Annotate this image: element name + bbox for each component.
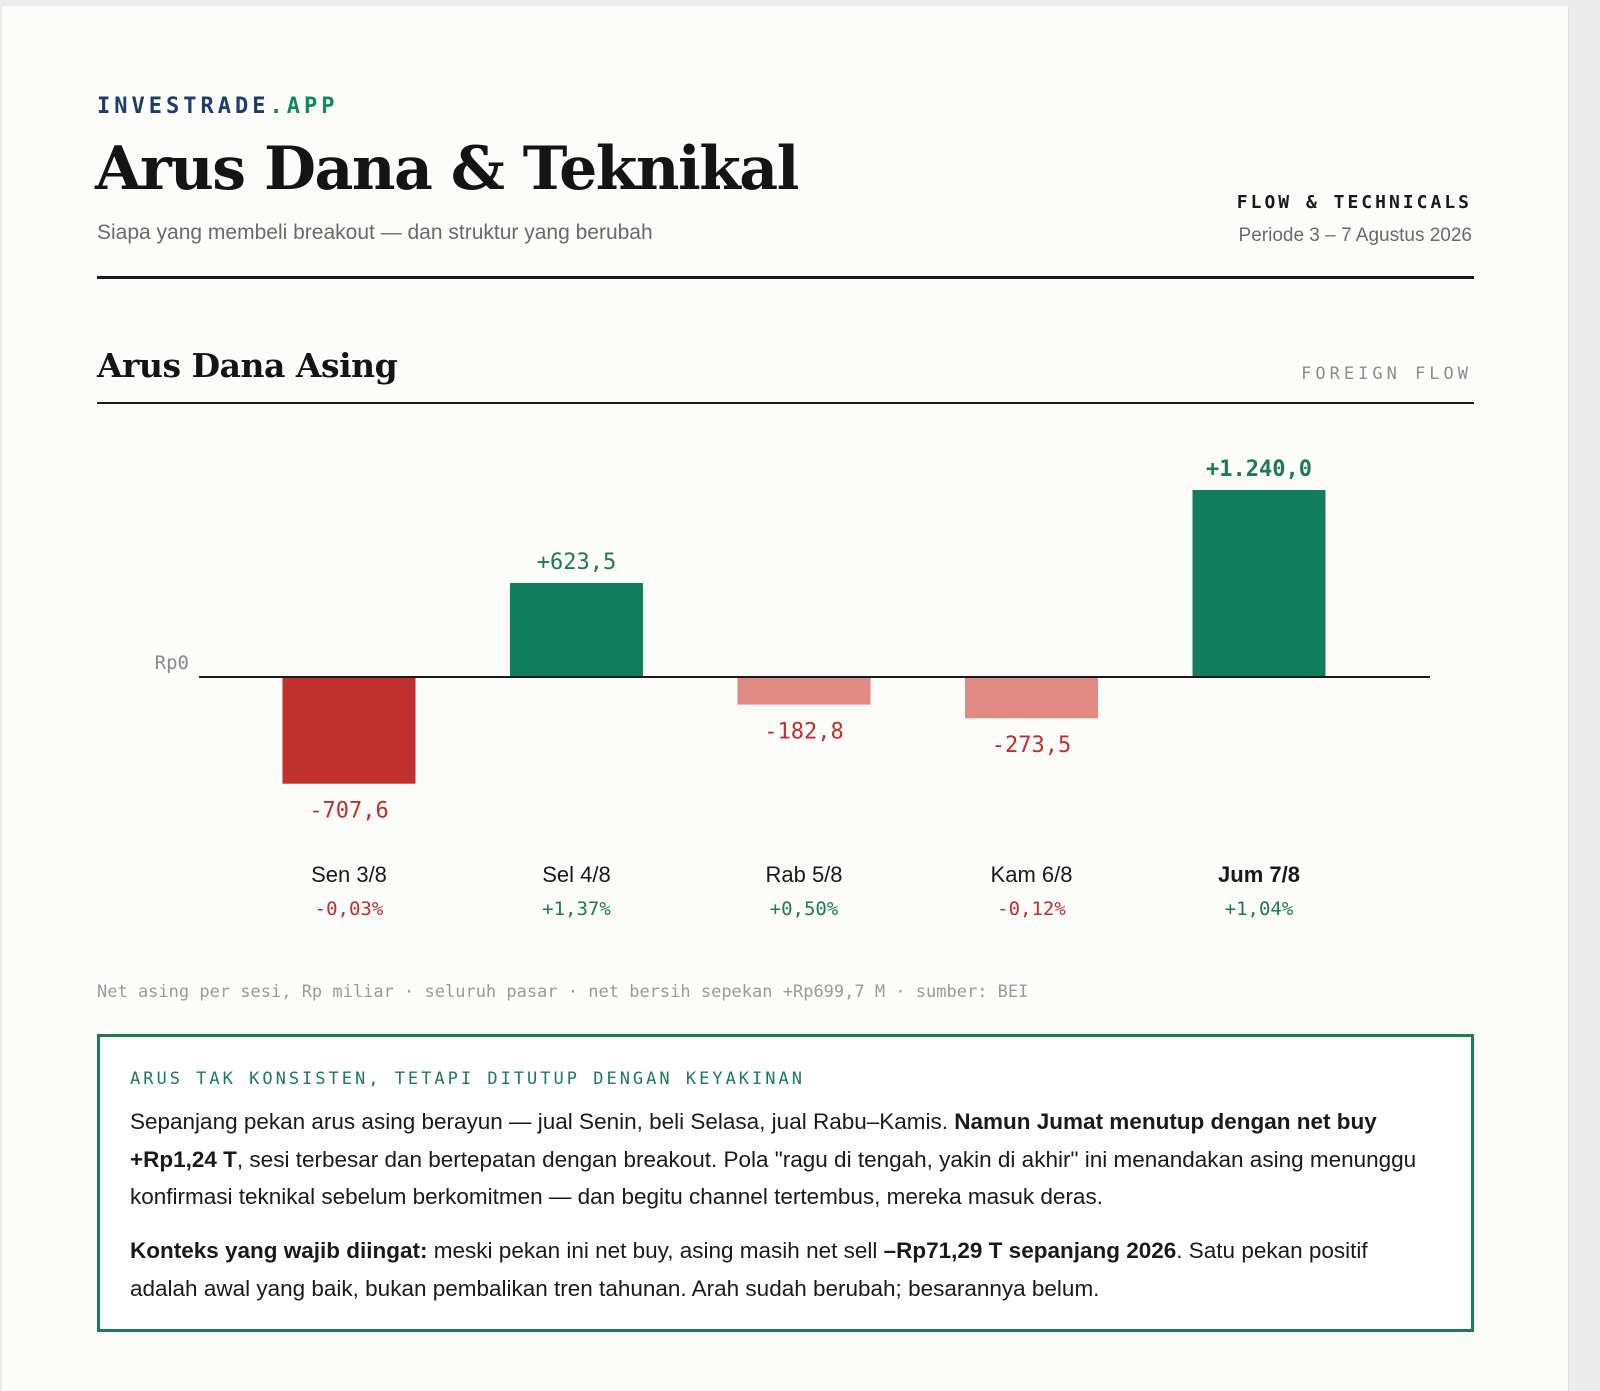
bar-1 (510, 583, 643, 677)
category-label-2: Rab 5/8 (765, 862, 843, 887)
callout-p2-emphasis: –Rp71,29 T sepanjang 2026 (883, 1238, 1177, 1263)
callout-p1-text-a: Sepanjang pekan arus asing berayun — jual Senin, beli Selasa, jual Rabu–Kamis. (130, 1109, 955, 1134)
report-period: Periode 3 – 7 Agustus 2026 (1238, 225, 1472, 246)
callout-p2-lead: Konteks yang wajib diingat: (130, 1238, 428, 1263)
value-label-0: -707,6 (309, 798, 389, 824)
callout-p1-text-c: , sesi terbesar dan bertepatan dengan breakout. Pola "ragu di tengah, yakin di akhir" ini menandakan asing menunggu konfirmasi teknikal sebelum berkomitmen — dan begitu channel tertembus, mereka masuk deras. (130, 1146, 1417, 1209)
report-page (2, 6, 1569, 1391)
foreign-flow-chart (2, 6, 1568, 966)
chart-footnote: Net asing per sesi, Rp miliar · seluruh pasar · net bersih sepekan +Rp699,7 M · sumber: BEI (97, 982, 1029, 1002)
callout-p2-text-d: . Satu pekan positif adalah awal yang baik, bukan pembalikan tren tahunan. Arah sudah berubah; besarannya belum. (130, 1238, 1368, 1301)
callout-kicker: ARUS TAK KONSISTEN, TETAPI DITUTUP DENGAN KEYAKINAN (130, 1069, 805, 1089)
change-label-0: -0,03% (314, 898, 384, 920)
bar-2 (738, 677, 871, 705)
brand-secondary: .APP (269, 94, 339, 119)
value-label-1: +623,5 (536, 549, 617, 575)
callout-paragraph-1 (130, 1103, 1430, 1216)
brand-primary: INVESTRADE (97, 94, 270, 119)
insight-callout (97, 1034, 1474, 1332)
category-label-4: Jum 7/8 (1218, 862, 1300, 887)
value-label-2: -182,8 (764, 719, 844, 745)
callout-p2-text-b: meski pekan ini net buy, asing masih net sell (427, 1238, 884, 1263)
bar-0 (283, 677, 416, 784)
callout-p1-emphasis: Namun Jumat menutup dengan net buy +Rp1,24 T (130, 1109, 1377, 1172)
callout-paragraph-2 (130, 1232, 1430, 1307)
value-label-4: +1.240,0 (1206, 457, 1312, 482)
report-tag: FLOW & TECHNICALS (1236, 192, 1472, 213)
change-label-1: +1,37% (542, 898, 611, 920)
page-title: Arus Dana & Teknikal (95, 134, 798, 204)
section-title: Arus Dana Asing (97, 346, 398, 385)
bar-4 (1193, 490, 1326, 677)
category-label-3: Kam 6/8 (990, 862, 1073, 887)
bar-3 (965, 677, 1098, 718)
change-label-4: +1,04% (1224, 898, 1294, 920)
section-tag: FOREIGN FLOW (1301, 364, 1472, 384)
page-subtitle: Siapa yang membeli breakout — dan struktur yang berubah (97, 221, 653, 244)
category-label-0: Sen 3/8 (311, 862, 387, 887)
zero-axis-label: Rp0 (154, 652, 189, 674)
category-label-1: Sel 4/8 (542, 862, 611, 887)
value-label-3: -273,5 (991, 733, 1072, 759)
change-label-3: -0,12% (997, 898, 1066, 920)
change-label-2: +0,50% (769, 898, 839, 920)
